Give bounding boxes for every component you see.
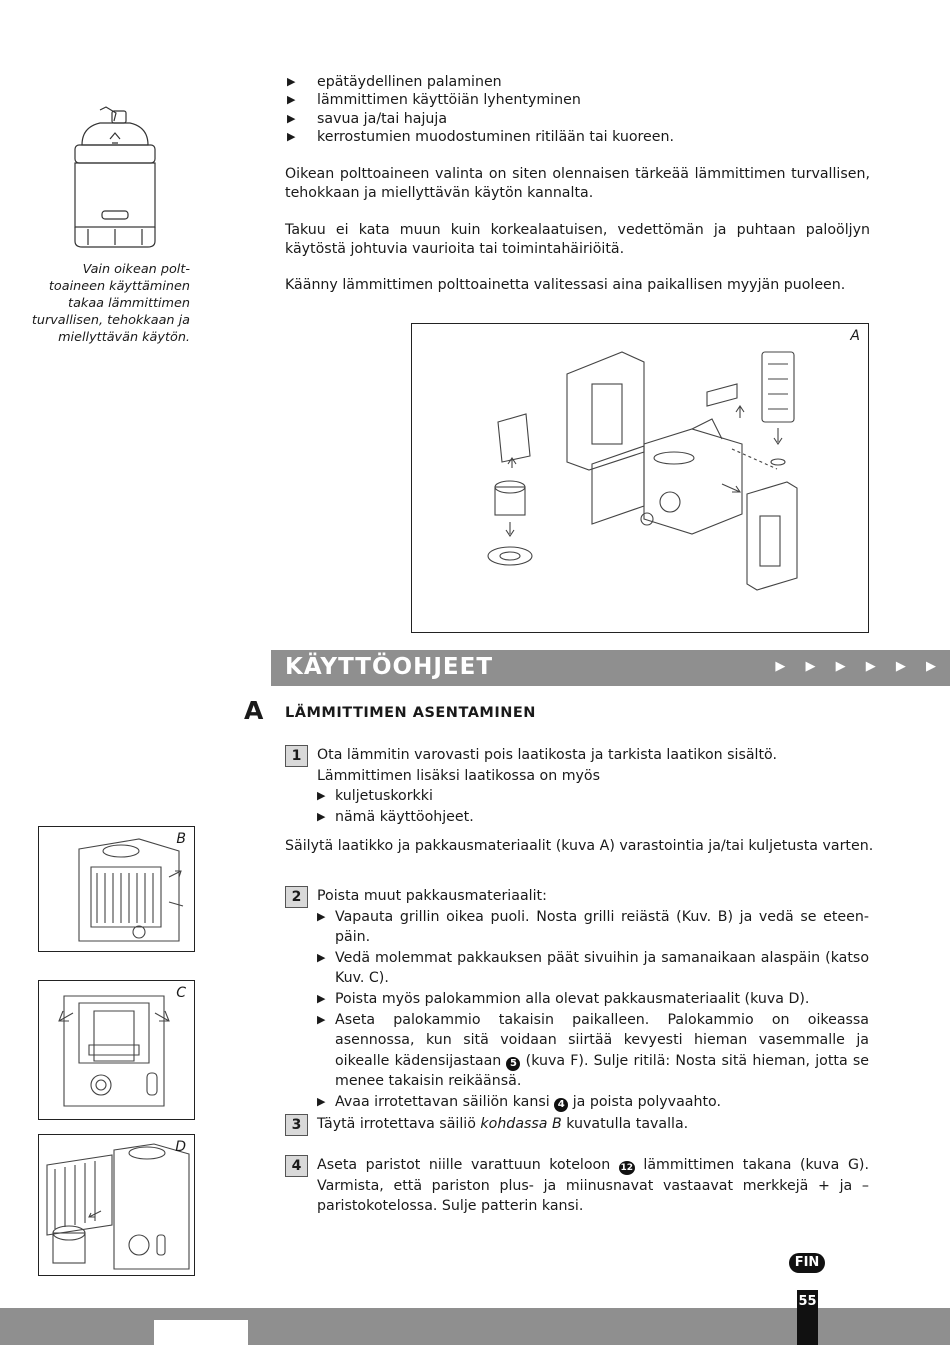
list-item: ▶ epätäydellinen palaminen: [285, 73, 870, 91]
footer-white-box: [154, 1320, 248, 1345]
list-item: ▶ savua ja/tai hajuja: [285, 110, 870, 128]
paragraph-fuel-choice: Oikean polttoaineen valinta on siten olennaisen tärkeää lämmittimen turvallisen, tehokkaan ja miellyttävän käytön kannalta.: [285, 166, 870, 201]
step-1-text: Ota lämmitin varovasti pois laatikosta ja tarkista laatikon sisältö. Lämmittimen lisäksi laatikossa on myös ▶ kuljetuskorkki ▶ nämä käyttöohjeet.: [317, 745, 869, 827]
figure-a-label: A: [850, 328, 860, 344]
list-item: ▶ Vapauta grillin oikea puoli. Nosta grilli reiästä (Kuv. B) ja vedä se eteenpäin.: [317, 907, 869, 948]
part-number-4-badge: 4: [554, 1098, 568, 1112]
figure-c-label: C: [176, 985, 186, 1001]
fuel-can-illustration: [70, 105, 160, 250]
step-number-1: 1: [285, 745, 308, 767]
step-number-2: 2: [285, 886, 308, 908]
paragraph-dealer: Käänny lämmittimen polttoainetta valitessasi aina paikallisen myyjän puoleen.: [285, 277, 846, 293]
consequence-list: [285, 73, 870, 147]
paragraph-warranty: Takuu ei kata muun kuin korkealaatuisen, vedettömän ja puhtaan paloöljyn käytöstä johtuvia vaurioita tai toimintahäiriöitä.: [285, 222, 870, 257]
section-banner: [271, 650, 950, 686]
list-item: ▶ kerrostumien muodostuminen ritilään tai kuoreen.: [285, 128, 870, 146]
step-2-items: [317, 907, 869, 1113]
figure-b: [38, 826, 195, 952]
step-1-note: Säilytä laatikko ja pakkausmateriaalit (kuva A) varastointia ja/tai kuljetusta varten.: [285, 838, 874, 854]
part-number-5-badge: 5: [506, 1057, 520, 1071]
part-number-12-badge: 12: [620, 1163, 634, 1173]
banner-arrows: ▶ ▶ ▶ ▶ ▶ ▶: [775, 659, 944, 674]
figure-d: [38, 1134, 195, 1276]
step-1-items: [317, 786, 869, 827]
list-item: ▶ kuljetuskorkki: [317, 786, 869, 807]
figure-a: [411, 323, 869, 633]
language-badge: FIN: [789, 1253, 825, 1273]
fuel-caption: Vain oikean polt- toaineen käyttäminen takaa lämmittimen turvallisen, tehokkaan ja miellyttävän käytön.: [31, 262, 190, 345]
list-item: ▶ Vedä molemmat pakkauksen päät sivuihin ja samanaikaan alaspäin (katso Kuv. C).: [317, 948, 869, 989]
list-item: ▶ nämä käyttöohjeet.: [317, 807, 869, 828]
section-subtitle: LÄMMITTIMEN ASENTAMINEN: [285, 705, 536, 721]
list-item: ▶ Avaa irrotettavan säiliön kansi 4 ja poista polyvaahto.: [317, 1092, 869, 1113]
list-item: ▶ Aseta palokammio takaisin paikalleen. Palokammio on oikeassa asennossa, kun sitä voidaan siirtää kevyesti hieman vasemmalle ja oikealle kädensijastaan 5 (kuva F). Sulje ritilä: Nosta sitä hieman, jotta se menee takaisin reikäänsä.: [317, 1010, 869, 1092]
list-item: ▶ Poista myös palokammion alla olevat pakkausmateriaalit (kuva D).: [317, 989, 869, 1010]
step-number-4: 4: [285, 1155, 308, 1177]
step-4-text: Aseta paristot niille varattuun koteloon 12 lämmittimen takana (kuva G). Varmista, että pariston plus- ja miinusnavat vastaavat merkkejä + ja – paristokotelossa. Sulje patterin kansi.: [317, 1157, 869, 1215]
section-letter: A: [244, 696, 264, 725]
page-number: 55: [797, 1290, 818, 1345]
exploded-heater-drawing: [412, 324, 868, 632]
step-2-text: Poista muut pakkausmateriaalit: ▶ Vapauta grillin oikea puoli. Nosta grilli reiästä (Kuv. B) ja vedä se eteenpäin. ▶ Vedä molemmat pakkauksen päät sivuihin ja samanaikaan alaspäin (katso Kuv. C). ▶ Poista myös palokammion alla olevat pakkausmateriaalit (kuva D). ▶ Aseta palokammio takaisin paikalleen. Palokammio on oikeassa asennossa, kun sitä voidaan siirtää kevyesti hieman vasemmalle ja oikealle kädensijastaan 5 (kuva F). Sulje ritilä: Nosta sitä hieman, jotta se menee takaisin reikäänsä. ▶ Avaa irrotettavan säiliön kansi 4 ja poista polyvaahto.: [317, 886, 869, 1113]
figure-b-label: B: [176, 831, 186, 847]
section-title: KÄYTTÖOHJEET: [285, 654, 494, 680]
step-3-text: Täytä irrotettava säiliö kohdassa B kuvatulla tavalla.: [317, 1116, 689, 1132]
figure-d-label: D: [175, 1139, 186, 1155]
step-number-3: 3: [285, 1114, 308, 1136]
list-item: ▶ lämmittimen käyttöiän lyhentyminen: [285, 91, 870, 109]
figure-c: [38, 980, 195, 1120]
